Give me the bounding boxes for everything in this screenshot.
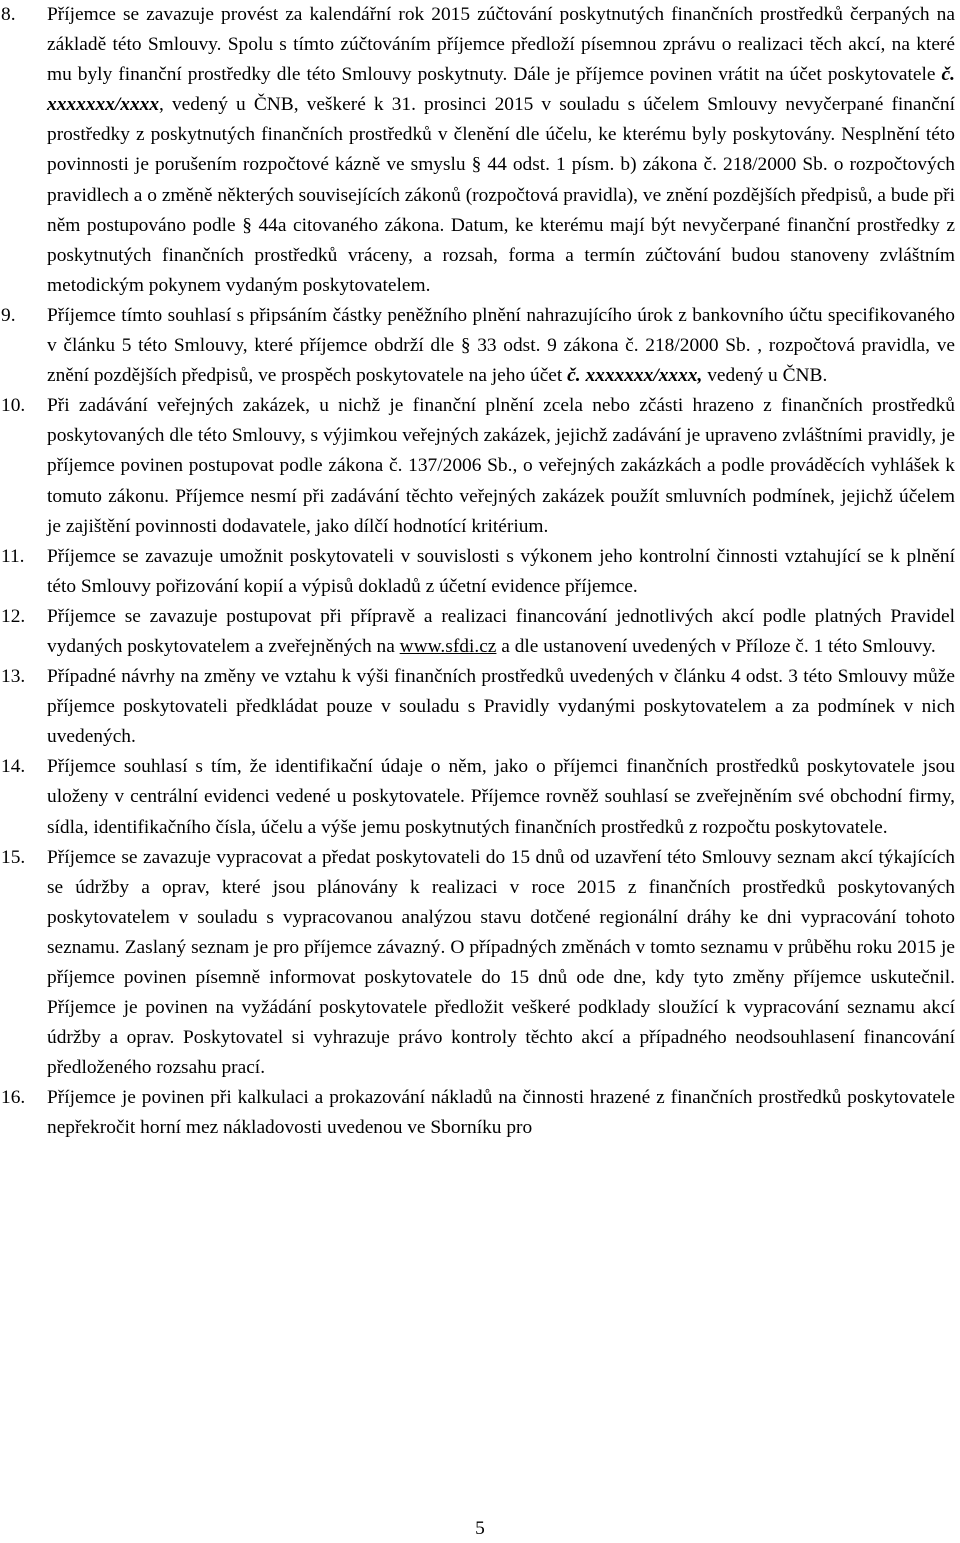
- paragraph-12: [0, 602, 955, 662]
- paragraph-13: [0, 662, 955, 752]
- paragraph-text: Případné návrhy na změny ve vztahu k výši finančních prostředků uvedených v článku 4 odst. 3 této Smlouvy může příjemce poskytovateli předkládat pouze v souladu s Pravidly vydanými poskytovatelem a za podmínek v nich uvedených.: [47, 666, 955, 748]
- sfdi-link[interactable]: www.sfdi.cz: [399, 635, 497, 657]
- paragraph-text: Příjemce se zavazuje provést za kalendářní rok 2015 zúčtování poskytnutých finančních prostředků čerpaných na základě této Smlouvy. Spolu s tímto zúčtováním příjemce předloží písemnou zprávu o realizaci těch akcí, na které mu byly finanční prostředky dle této Smlouvy poskytnuty. Dále je příjemce povinen vrátit na účet poskytovatele: [47, 4, 955, 86]
- paragraph-number: 16.: [1, 1087, 26, 1109]
- paragraph-text: , vedený u ČNB, veškeré k 31. prosinci 2015 v souladu s účelem Smlouvy nevyčerpané finanční prostředky z poskytnutých finančních prostředků v členění dle účelu, ke kterému byly poskytovány. Nesplnění této povinnosti je porušením rozpočtové kázně ve smyslu § 44 odst. 1 písm. b) zákona č. 218/2000 Sb. o rozpočtových pravidlech a o změně některých souvisejících zákonů (rozpočtová pravidla), ve znění pozdějších předpisů, a bude při něm postupováno podle § 44a citovaného zákona. Datum, ke kterému mají být nevyčerpané finanční prostředky z poskytnutých finančních prostředků vráceny, a rozsah, forma a termín zúčtování budou stanoveny zvláštním metodickým pokynem vydaným poskytovatelem.: [47, 94, 955, 296]
- paragraph-8: [0, 0, 955, 301]
- paragraph-number: 9.: [1, 304, 16, 326]
- paragraph-text: Příjemce je povinen při kalkulaci a prokazování nákladů na činnosti hrazené z finančních prostředků poskytovatele nepřekročit horní mez nákladovosti uvedenou ve Sborníku pro: [47, 1087, 955, 1139]
- paragraph-number: 12.: [1, 605, 26, 627]
- account-number: č. xxxxxxx/xxxx,: [567, 365, 703, 387]
- paragraph-text: Příjemce tímto souhlasí s připsáním částky peněžního plnění nahrazujícího úrok z bankovního účtu specifikovaného v článku 5 této Smlouvy, které příjemce obdrží dle § 33 odst. 9 zákona č. 218/2000 Sb. , rozpočtová pravidla, ve znění pozdějších předpisů, ve prospěch poskytovatele na jeho účet: [47, 304, 955, 387]
- paragraph-number: 15.: [1, 846, 26, 868]
- paragraph-number: 11.: [1, 545, 25, 567]
- paragraph-14: [0, 752, 955, 842]
- paragraph-16: [0, 1083, 955, 1143]
- paragraph-text: Příjemce se zavazuje umožnit poskytovateli v souvislosti s výkonem jeho kontrolní činnosti vztahující se k plnění této Smlouvy pořizování kopií a výpisů dokladů z účetní evidence příjemce.: [47, 545, 955, 597]
- page-number: 5: [475, 1518, 485, 1539]
- paragraph-number: 13.: [1, 666, 26, 688]
- paragraph-11: [0, 542, 955, 602]
- paragraph-number: 10.: [1, 395, 26, 417]
- paragraph-15: [0, 843, 955, 1084]
- paragraph-10: [0, 391, 955, 541]
- paragraph-text: a dle ustanovení uvedených v Příloze č. 1 této Smlouvy.: [496, 635, 936, 657]
- account-number: č. xxxxxxx/xxxx: [47, 64, 955, 116]
- paragraph-number: 14.: [1, 756, 26, 778]
- paragraph-text: Příjemce se zavazuje postupovat při přípravě a realizaci financování jednotlivých akcí podle platných Pravidel vydaných poskytovatelem a zveřejněných na: [47, 605, 955, 657]
- paragraph-text: Příjemce souhlasí s tím, že identifikační údaje o něm, jako o příjemci finančních prostředků poskytovatele jsou uloženy v centrální evidenci vedené u poskytovatele. Příjemce rovněž souhlasí se zveřejněním své obchodní firmy, sídla, identifikačního čísla, účelu a výše jemu poskytnutých finančních prostředků z rozpočtu poskytovatele.: [47, 756, 955, 838]
- paragraph-text: Příjemce se zavazuje vypracovat a předat poskytovateli do 15 dnů od uzavření této Smlouvy seznam akcí týkajících se údržby a oprav, které jsou plánovány k realizaci v roce 2015 z finančních prostředků poskytovaných poskytovatelem v souladu s vypracovanou analýzou stavu dotčené regionální dráhy ke dni vypracování tohoto seznamu. Zaslaný seznam je pro příjemce závazný. O případných změnách v tomto seznamu v průběhu roku 2015 je příjemce povinen písemně informovat poskytovatele do 15 dnů ode dne, kdy tyto změny příjemce uskutečnil. Příjemce je povinen na vyžádání poskytovatele předložit veškeré podklady sloužící k vypracování seznamu akcí údržby a oprav. Poskytovatel si vyhrazuje právo kontroly těchto akcí a případného neodsouhlasení financování předloženého rozsahu prací.: [47, 846, 955, 1079]
- paragraph-9: [0, 301, 955, 391]
- paragraph-text: Při zadávání veřejných zakázek, u nichž je finanční plnění zcela nebo zčásti hrazeno z finančních prostředků poskytovaných dle této Smlouvy, s výjimkou veřejných zakázek, jejichž zadávání je upraveno zvláštními pravidly, je příjemce povinen postupovat podle zákona č. 137/2006 Sb., o veřejných zakázkách a podle prováděcích vyhlášek k tomuto zákonu. Příjemce nesmí při zadávání těchto veřejných zakázek použít smluvních podmínek, jejichž účelem je zajištění povinnosti dodavatele, jako dílčí hodnotící kritérium.: [47, 395, 955, 537]
- paragraph-text: vedený u ČNB.: [702, 365, 828, 387]
- paragraph-number: 8.: [1, 4, 16, 25]
